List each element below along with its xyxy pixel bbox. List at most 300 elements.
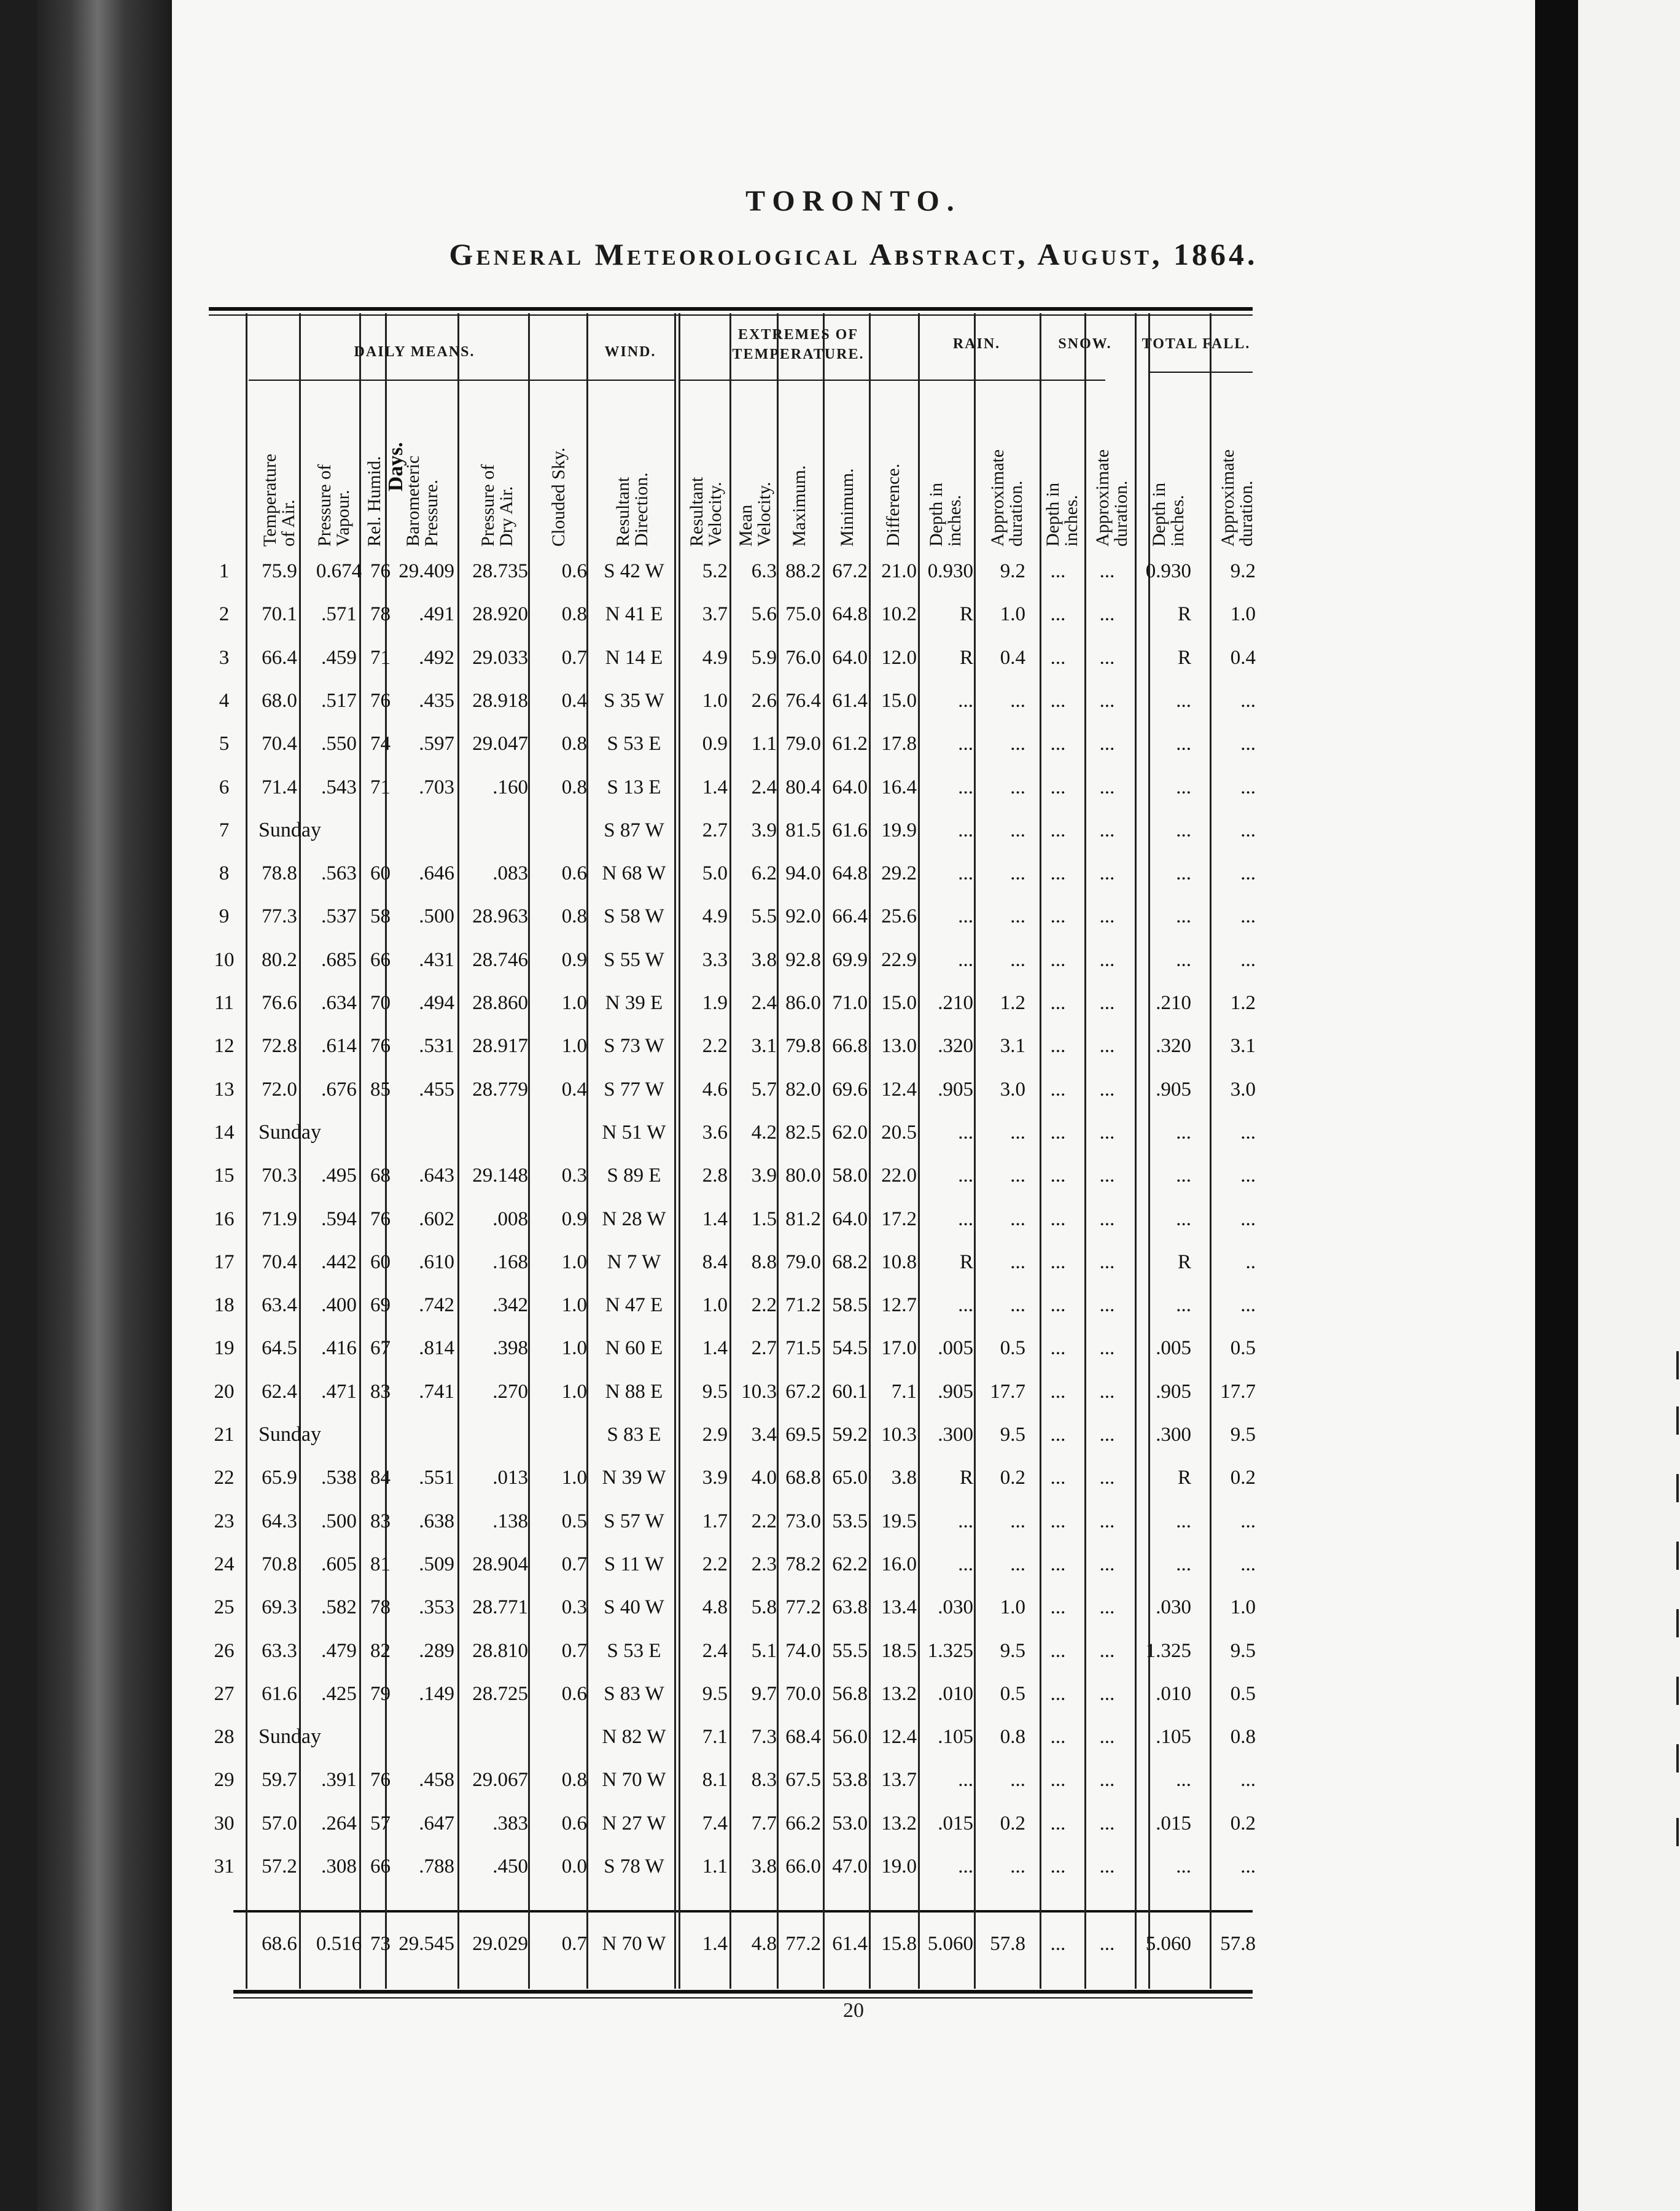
table-cell-total-dur: ... (1240, 1769, 1256, 1792)
table-cell-dir: N 39 E (605, 992, 663, 1014)
table-cell-min: 67.2 (832, 560, 868, 582)
table-cell-max: 80.4 (785, 776, 821, 798)
table-cell-total-dur: ... (1240, 948, 1256, 971)
table-cell-rain-dur: ... (1010, 1250, 1025, 1273)
table-cell-humid: 81 (370, 1553, 391, 1575)
table-cell-min: 64.8 (832, 603, 868, 626)
column-header-snow-dur (1091, 387, 1134, 547)
table-cell-rain-dur: 0.8 (1000, 1726, 1025, 1749)
table-cell-rain-dur: ... (1010, 1121, 1025, 1144)
table-cell-temp: 57.0 (262, 1812, 297, 1835)
table-cell-mvel: 2.2 (751, 1294, 777, 1317)
table-cell-snow-dur: ... (1099, 1769, 1115, 1792)
table-cell-mvel: 2.3 (751, 1553, 777, 1575)
table-cell-snow-depth: ... (1050, 1078, 1066, 1101)
table-cell-dir: N 88 E (605, 1380, 663, 1403)
table-cell-max: 76.4 (785, 689, 821, 712)
table-cell-rain-depth: .320 (938, 1035, 973, 1058)
column-header-line: duration. (1006, 480, 1026, 547)
table-cell-rain-dur: 1.0 (1000, 603, 1025, 626)
table-cell-min: 59.2 (832, 1424, 868, 1446)
table-cell-rain-dur: 9.5 (1000, 1639, 1025, 1662)
table-cell-total-depth: .015 (1156, 1812, 1191, 1835)
table-cell-temp: 57.2 (262, 1855, 297, 1878)
table-cell-max: 75.0 (785, 603, 821, 626)
table-cell-diff: 20.5 (881, 1121, 917, 1144)
table-cell-rvel: 9.5 (702, 1682, 728, 1705)
day-number: 14 (214, 1121, 235, 1144)
column-divider (528, 313, 530, 1989)
table-cell-rain-depth: ... (958, 776, 973, 798)
column-header-line: Barometeric (403, 455, 423, 547)
table-cell-rvel: 2.2 (702, 1553, 728, 1575)
table-cell-cloud: 0.5 (561, 1510, 587, 1532)
table-cell-dir: S 57 W (604, 1510, 664, 1532)
table-cell-rvel: 2.4 (702, 1639, 728, 1662)
table-cell-snow-dur: ... (1099, 1510, 1115, 1532)
table-cell-diff: 7.1 (891, 1380, 917, 1403)
table-cell-total-depth: .905 (1156, 1078, 1191, 1101)
table-cell-mvel: 3.9 (751, 819, 777, 841)
table-cell-min: 56.8 (832, 1682, 868, 1705)
table-cell-dir: S 35 W (604, 689, 664, 712)
day-number: 9 (219, 905, 230, 928)
table-cell-rain-depth: ... (958, 1164, 973, 1187)
table-cell-cloud: 1.0 (561, 992, 587, 1014)
table-cell-snow-dur: ... (1099, 819, 1115, 841)
table-cell-max: 67.5 (785, 1769, 821, 1792)
table-cell-dry: .160 (492, 776, 528, 798)
group-header-snow: SNOW. (1058, 336, 1112, 352)
day-number: 23 (214, 1510, 235, 1532)
table-cell-vapour: .538 (321, 1467, 357, 1489)
table-cell-max: 82.5 (785, 1121, 821, 1144)
table-cell-humid: 70 (370, 992, 391, 1014)
table-cell-max: 81.5 (785, 819, 821, 841)
summary-cell-rain-depth: 5.060 (927, 1933, 973, 1955)
table-cell-temp: 77.3 (262, 905, 297, 928)
table-cell-mvel: 5.8 (751, 1596, 777, 1619)
table-cell-rain-dur: ... (1010, 948, 1025, 971)
table-cell-snow-dur: ... (1099, 1078, 1115, 1101)
table-cell-min: 60.1 (832, 1380, 868, 1403)
table-cell-snow-dur: ... (1099, 1467, 1115, 1489)
table-cell-humid: 82 (370, 1639, 391, 1662)
table-cell-dry: .138 (492, 1510, 528, 1532)
table-cell-dry: 28.725 (472, 1682, 528, 1705)
day-number: 1 (219, 560, 230, 582)
summary-cell-max: 77.2 (785, 1933, 821, 1955)
table-cell-dir: S 89 E (607, 1164, 661, 1187)
table-cell-rain-dur: ... (1010, 1553, 1025, 1575)
table-cell-rain-dur: 0.4 (1000, 646, 1025, 669)
day-number: 19 (214, 1337, 235, 1360)
table-cell-min: 66.4 (832, 905, 868, 928)
table-cell-total-depth: ... (1176, 1769, 1191, 1792)
table-cell-snow-dur: ... (1099, 862, 1115, 885)
table-cell-rain-depth: .210 (938, 992, 973, 1014)
table-cell-mvel: 2.4 (751, 992, 777, 1014)
table-cell-dry: .450 (492, 1855, 528, 1878)
table-cell-rain-depth: ... (958, 689, 973, 712)
column-header-line: Clouded Sky. (548, 447, 569, 547)
table-cell-rain-depth: .010 (938, 1682, 973, 1705)
table-cell-rain-depth: ... (958, 905, 973, 928)
column-header-cloud (534, 387, 583, 547)
table-cell-total-dur: ... (1240, 1164, 1256, 1187)
table-cell-max: 73.0 (785, 1510, 821, 1532)
table-cell-total-dur: 17.7 (1220, 1380, 1256, 1403)
day-number: 21 (214, 1424, 235, 1446)
table-cell-temp: 70.3 (262, 1164, 297, 1187)
table-cell-max: 76.0 (785, 646, 821, 669)
table-cell-rvel: 3.6 (702, 1121, 728, 1144)
table-cell-max: 79.0 (785, 733, 821, 755)
table-cell-temp: 62.4 (262, 1380, 297, 1403)
table-cell-snow-dur: ... (1099, 1121, 1115, 1144)
column-divider (246, 313, 247, 1989)
table-cell-dir: N 51 W (602, 1121, 666, 1144)
table-cell-rain-dur: ... (1010, 862, 1025, 885)
table-cell-dry: .008 (492, 1207, 528, 1230)
table-cell-cloud: 0.6 (561, 862, 587, 885)
table-cell-baro: .551 (419, 1467, 454, 1489)
table-cell-min: 66.8 (832, 1035, 868, 1058)
table-cell-vapour: .582 (321, 1596, 357, 1619)
table-cell-max: 70.0 (785, 1682, 821, 1705)
column-header-line: Velocity. (754, 482, 774, 547)
table-cell-dry: 28.904 (472, 1553, 528, 1575)
table-cell-max: 67.2 (785, 1380, 821, 1403)
table-cell-rain-depth: R (959, 646, 973, 669)
table-cell-rvel: 0.9 (702, 733, 728, 755)
table-cell-baro: .602 (419, 1207, 454, 1230)
table-cell-dry: .383 (492, 1812, 528, 1835)
table-cell-total-depth: ... (1176, 862, 1191, 885)
table-cell-total-dur: 9.5 (1230, 1639, 1256, 1662)
table-cell-dry: .083 (492, 862, 528, 885)
group-header-total-fall: TOTAL FALL. (1141, 336, 1251, 352)
table-cell-diff: 12.0 (881, 646, 917, 669)
table-cell-min: 62.2 (832, 1553, 868, 1575)
table-cell-cloud: 0.8 (561, 603, 587, 626)
column-header-line: inches. (1061, 494, 1081, 547)
table-cell-min: 68.2 (832, 1250, 868, 1273)
table-cell-cloud: 0.6 (561, 560, 587, 582)
table-cell-baro: 29.409 (399, 560, 454, 582)
column-header-line: Minimum. (837, 468, 857, 547)
table-cell-rvel: 5.2 (702, 560, 728, 582)
table-cell-cloud: 0.8 (561, 776, 587, 798)
table-cell-max: 92.8 (785, 948, 821, 971)
table-cell-total-depth: .300 (1156, 1424, 1191, 1446)
table-cell-min: 61.6 (832, 819, 868, 841)
book-binding (37, 0, 172, 2211)
table-cell-min: 53.8 (832, 1769, 868, 1792)
table-cell-rain-depth: .030 (938, 1596, 973, 1619)
table-cell-temp: 63.3 (262, 1639, 297, 1662)
table-cell-min: 64.0 (832, 776, 868, 798)
table-cell-total-dur: ... (1240, 1855, 1256, 1878)
table-cell-baro: .647 (419, 1812, 454, 1835)
table-cell-rvel: 4.9 (702, 646, 728, 669)
table-cell-vapour: 0.674 (316, 560, 362, 582)
table-cell-mvel: 4.0 (751, 1467, 777, 1489)
table-cell-rain-dur: ... (1010, 1207, 1025, 1230)
table-cell-humid: 66 (370, 1855, 391, 1878)
table-cell-mvel: 5.5 (751, 905, 777, 928)
table-cell-diff: 13.2 (881, 1682, 917, 1705)
table-cell-baro: .597 (419, 733, 454, 755)
table-cell-dry: 28.917 (472, 1035, 528, 1058)
table-cell-baro: .500 (419, 905, 454, 928)
table-cell-diff: 22.0 (881, 1164, 917, 1187)
summary-cell-dry: 29.029 (472, 1933, 528, 1955)
adjacent-page-edge (1578, 0, 1680, 2211)
day-number: 10 (214, 948, 235, 971)
table-cell-cloud: 0.8 (561, 1769, 587, 1792)
table-cell-dry: 28.963 (472, 905, 528, 928)
table-cell-snow-dur: ... (1099, 689, 1115, 712)
table-cell-cloud: 0.9 (561, 948, 587, 971)
table-cell-total-depth: ... (1176, 819, 1191, 841)
table-cell-vapour: .479 (321, 1639, 357, 1662)
table-cell-snow-dur: ... (1099, 1207, 1115, 1230)
table-cell-total-depth: ... (1176, 776, 1191, 798)
column-header-line: Vapour. (332, 489, 353, 547)
table-cell-snow-depth: ... (1050, 1337, 1066, 1360)
table-cell-vapour: .517 (321, 689, 357, 712)
table-cell-snow-dur: ... (1099, 1337, 1115, 1360)
table-cell-cloud: 0.7 (561, 1639, 587, 1662)
table-cell-humid: 76 (370, 560, 391, 582)
table-cell-snow-dur: ... (1099, 948, 1115, 971)
table-cell-temp: 72.8 (262, 1035, 297, 1058)
table-cell-diff: 10.8 (881, 1250, 917, 1273)
table-cell-rain-dur: ... (1010, 776, 1025, 798)
table-cell-min: 64.8 (832, 862, 868, 885)
table-cell-snow-depth: ... (1050, 1207, 1066, 1230)
table-cell-humid: 85 (370, 1078, 391, 1101)
summary-cell-rvel: 1.4 (702, 1933, 728, 1955)
table-cell-dir: N 27 W (602, 1812, 666, 1835)
table-cell-mvel: 7.3 (751, 1726, 777, 1749)
table-cell-humid: 74 (370, 733, 391, 755)
table-cell-dry: 28.918 (472, 689, 528, 712)
table-cell-total-depth: ... (1176, 1294, 1191, 1317)
table-cell-rain-depth: ... (958, 1855, 973, 1878)
table-cell-total-dur: ... (1240, 1510, 1256, 1532)
table-cell-mvel: 6.3 (751, 560, 777, 582)
table-cell-dir: S 53 E (607, 1639, 661, 1662)
table-cell-rain-depth: ... (958, 1207, 973, 1230)
day-number: 5 (219, 733, 230, 755)
group-header-rain: RAIN. (952, 336, 1001, 352)
table-cell-baro: .610 (419, 1250, 454, 1273)
column-header-total-depth (1141, 387, 1196, 547)
table-cell-cloud: 0.8 (561, 733, 587, 755)
table-cell-vapour: .471 (321, 1380, 357, 1403)
table-cell-dry: 28.860 (472, 992, 528, 1014)
column-header-line: of Air. (278, 499, 298, 547)
table-cell-mvel: 2.2 (751, 1510, 777, 1532)
table-cell-dir: S 73 W (604, 1035, 664, 1058)
table-cell-cloud: 0.6 (561, 1682, 587, 1705)
summary-cell-humid: 73 (370, 1933, 391, 1955)
table-cell-rvel: 7.1 (702, 1726, 728, 1749)
table-top-rule (209, 307, 1253, 311)
table-cell-snow-depth: ... (1050, 1553, 1066, 1575)
table-cell-snow-dur: ... (1099, 1553, 1115, 1575)
table-cell-dir: N 41 E (605, 603, 663, 626)
table-cell-humid: 69 (370, 1294, 391, 1317)
table-cell-vapour: .391 (321, 1769, 357, 1792)
sunday-label: Sunday (259, 818, 321, 841)
summary-cell-min: 61.4 (832, 1933, 868, 1955)
table-cell-rain-dur: 0.5 (1000, 1682, 1025, 1705)
table-cell-mvel: 10.3 (741, 1380, 777, 1403)
table-cell-rvel: 1.1 (702, 1855, 728, 1878)
table-cell-total-dur: 9.5 (1230, 1424, 1256, 1446)
summary-cell-total-dur: 57.8 (1220, 1933, 1256, 1955)
column-header-line: Approximate (1218, 449, 1238, 547)
table-cell-diff: 12.7 (881, 1294, 917, 1317)
table-cell-total-dur: 0.4 (1230, 646, 1256, 669)
column-header-rain-dur (982, 387, 1032, 547)
day-number: 8 (219, 862, 230, 885)
table-cell-snow-dur: ... (1099, 1596, 1115, 1619)
table-cell-snow-depth: ... (1050, 689, 1066, 712)
table-cell-vapour: .614 (321, 1035, 357, 1058)
table-cell-cloud: 0.3 (561, 1596, 587, 1619)
table-cell-dir: S 83 W (604, 1682, 664, 1705)
table-cell-temp: 75.9 (262, 560, 297, 582)
table-cell-rvel: 1.7 (702, 1510, 728, 1532)
table-cell-rvel: 4.6 (702, 1078, 728, 1101)
table-cell-cloud: 1.0 (561, 1294, 587, 1317)
table-cell-snow-depth: ... (1050, 1424, 1066, 1446)
column-header-line: Approximate (987, 449, 1008, 547)
day-number: 11 (214, 992, 234, 1014)
table-cell-cloud: 0.7 (561, 1553, 587, 1575)
column-header-rvel (685, 387, 728, 547)
table-cell-total-depth: ... (1176, 1510, 1191, 1532)
table-cell-rvel: 1.4 (702, 776, 728, 798)
day-number: 7 (219, 819, 230, 841)
table-cell-snow-depth: ... (1050, 1294, 1066, 1317)
column-header-line: Pressure of (314, 464, 335, 547)
table-cell-rain-depth: .105 (938, 1726, 973, 1749)
column-header-mvel (734, 387, 777, 547)
table-cell-min: 62.0 (832, 1121, 868, 1144)
table-cell-max: 71.2 (785, 1294, 821, 1317)
table-cell-temp: 80.2 (262, 948, 297, 971)
table-cell-diff: 15.0 (881, 992, 917, 1014)
table-cell-diff: 13.7 (881, 1769, 917, 1792)
table-cell-min: 58.5 (832, 1294, 868, 1317)
table-cell-mvel: 3.1 (751, 1035, 777, 1058)
table-cell-rain-depth: .015 (938, 1812, 973, 1835)
table-cell-temp: 66.4 (262, 646, 297, 669)
column-header-line: Depth in (926, 482, 946, 547)
table-cell-max: 92.0 (785, 905, 821, 928)
table-cell-snow-depth: ... (1050, 1380, 1066, 1403)
table-cell-temp: 70.4 (262, 1250, 297, 1273)
summary-cell-vapour: 0.516 (316, 1933, 362, 1955)
table-cell-min: 54.5 (832, 1337, 868, 1360)
table-cell-snow-depth: ... (1050, 1035, 1066, 1058)
day-number: 18 (214, 1294, 235, 1317)
table-cell-vapour: .416 (321, 1337, 357, 1360)
table-cell-total-dur: 1.0 (1230, 603, 1256, 626)
table-cell-humid: 78 (370, 1596, 391, 1619)
table-cell-snow-dur: ... (1099, 1726, 1115, 1749)
group-header-extremes: EXTREMES OF (737, 327, 859, 343)
day-number: 29 (214, 1769, 235, 1792)
table-cell-snow-depth: ... (1050, 992, 1066, 1014)
column-header-dir (596, 387, 669, 547)
table-cell-snow-dur: ... (1099, 733, 1115, 755)
table-cell-temp: 71.9 (262, 1207, 297, 1230)
column-header-line: Resultant (686, 477, 707, 547)
table-cell-mvel: 3.4 (751, 1424, 777, 1446)
table-cell-dry: 28.735 (472, 560, 528, 582)
table-cell-snow-dur: ... (1099, 992, 1115, 1014)
group-header-daily-means: DAILY MEANS. (354, 344, 475, 360)
table-cell-total-dur: ... (1240, 819, 1256, 841)
table-cell-humid: 57 (370, 1812, 391, 1835)
table-cell-rvel: 7.4 (702, 1812, 728, 1835)
table-cell-total-depth: ... (1176, 1164, 1191, 1187)
column-header-max (781, 387, 818, 547)
table-cell-rain-dur: ... (1010, 905, 1025, 928)
table-cell-total-dur: ... (1240, 1553, 1256, 1575)
table-cell-total-depth: .210 (1156, 992, 1191, 1014)
table-cell-total-depth: 0.930 (1145, 560, 1191, 582)
table-cell-vapour: .264 (321, 1812, 357, 1835)
table-cell-humid: 79 (370, 1682, 391, 1705)
table-cell-min: 63.8 (832, 1596, 868, 1619)
table-cell-total-dur: ... (1240, 733, 1256, 755)
day-number: 17 (214, 1250, 235, 1273)
table-cell-dir: S 77 W (604, 1078, 664, 1101)
table-cell-min: 61.2 (832, 733, 868, 755)
table-cell-rain-dur: 17.7 (990, 1380, 1025, 1403)
table-bottom-rule (233, 1990, 1253, 1994)
table-cell-total-dur: 0.8 (1230, 1726, 1256, 1749)
table-cell-total-dur: ... (1240, 1294, 1256, 1317)
table-cell-dir: S 13 E (607, 776, 661, 798)
table-cell-humid: 84 (370, 1467, 391, 1489)
table-cell-total-dur: ... (1240, 905, 1256, 928)
column-header-line: Rel. Humid. (364, 456, 384, 547)
table-cell-rain-depth: ... (958, 1294, 973, 1317)
table-cell-rain-depth: ... (958, 862, 973, 885)
table-cell-cloud: 0.8 (561, 905, 587, 928)
table-cell-snow-dur: ... (1099, 603, 1115, 626)
group-header-wind: WIND. (604, 344, 656, 360)
column-header-line: Direction. (631, 472, 651, 547)
table-cell-max: 80.0 (785, 1164, 821, 1187)
table-cell-rain-depth: ... (958, 1769, 973, 1792)
table-cell-total-depth: ... (1176, 905, 1191, 928)
table-cell-rain-depth: R (959, 1467, 973, 1489)
table-cell-vapour: .308 (321, 1855, 357, 1878)
table-cell-diff: 13.4 (881, 1596, 917, 1619)
table-cell-humid: 60 (370, 1250, 391, 1273)
table-cell-dir: S 78 W (604, 1855, 664, 1878)
table-cell-min: 56.0 (832, 1726, 868, 1749)
